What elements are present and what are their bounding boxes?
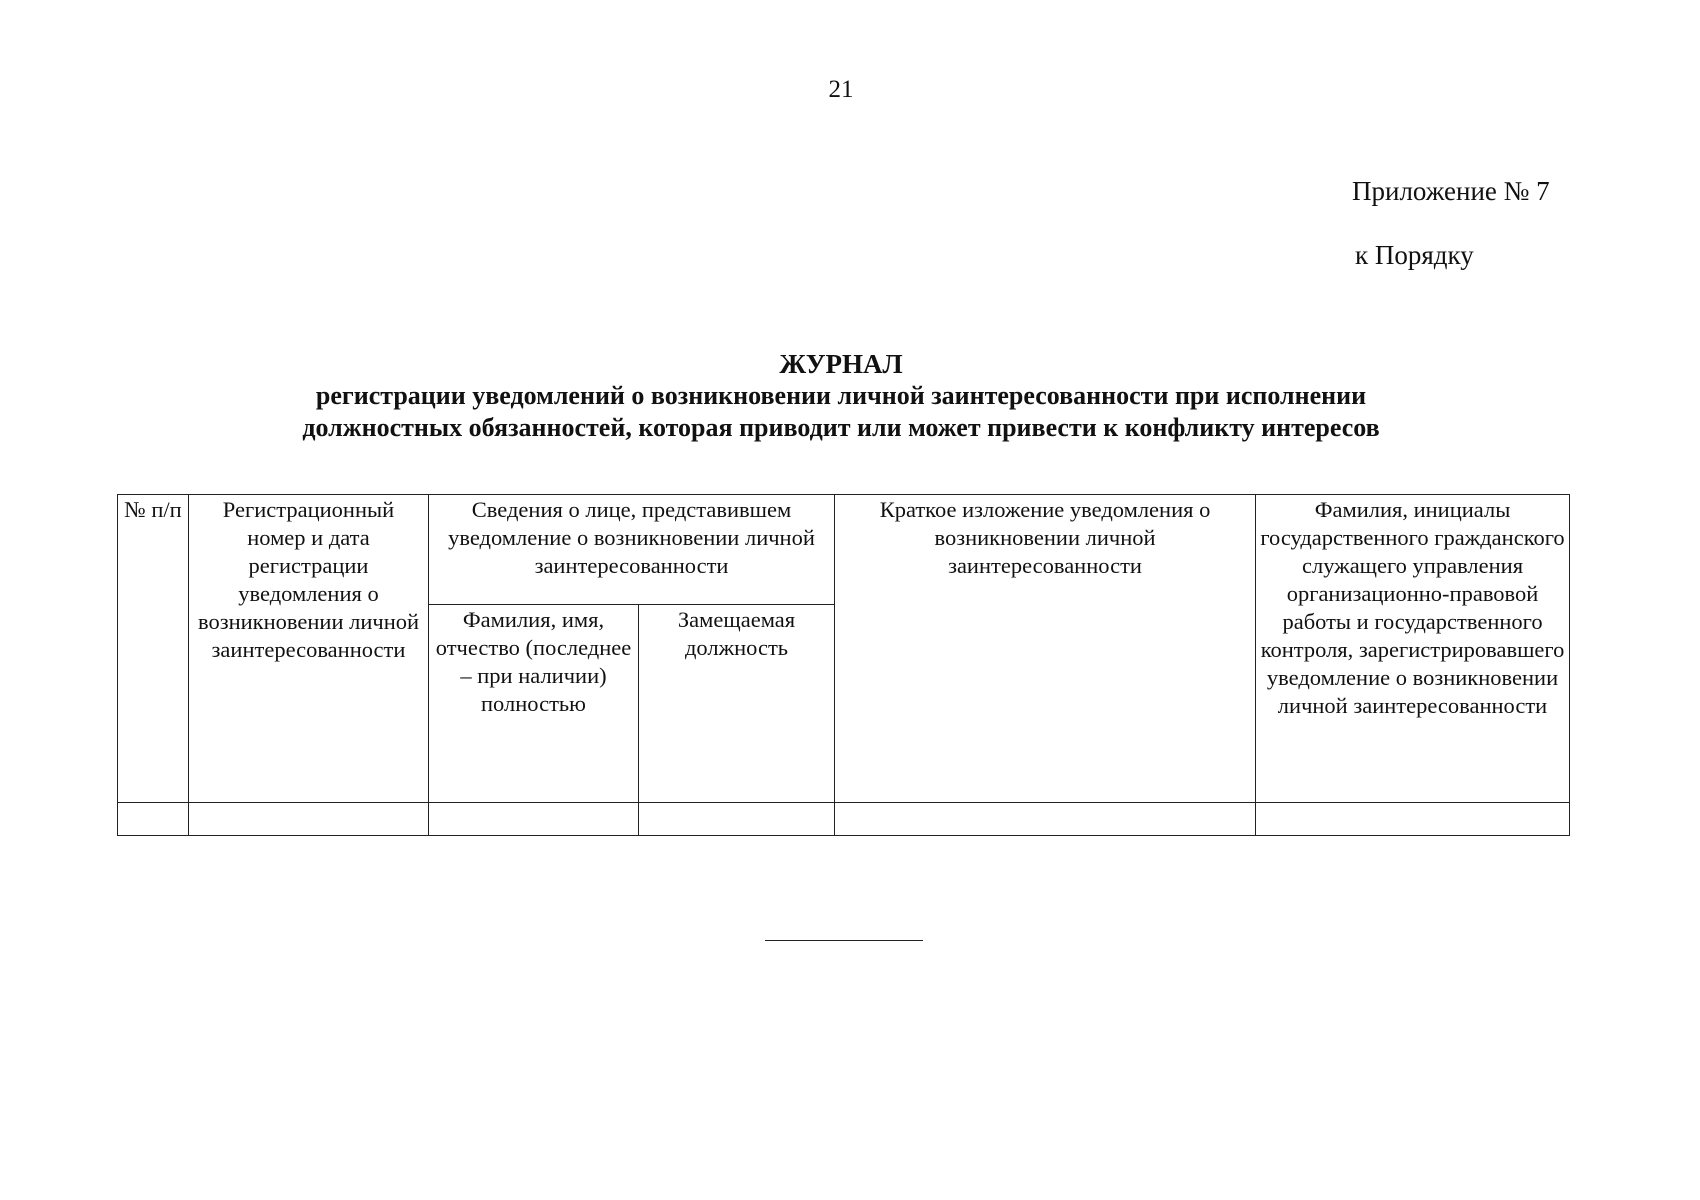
title-line-2: регистрации уведомлений о возникновении личной заинтересованности при исполнении [315, 381, 1367, 410]
table-row [118, 803, 1570, 836]
header-summary: Краткое изложение уведомления о возникновении личной заинтересованности [835, 495, 1256, 803]
page-number: 21 [828, 76, 854, 103]
appendix-reference: к Порядку [1355, 240, 1474, 270]
header-person-info: Сведения о лице, представившем уведомление о возникновении личной заинтересованности [429, 495, 835, 605]
appendix-note [1352, 178, 1550, 269]
table-cell [118, 803, 189, 836]
table-cell [189, 803, 429, 836]
header-person-position: Замещаемая должность [639, 605, 835, 803]
table-cell [429, 803, 639, 836]
header-registrar: Фамилия, инициалы государственного гражданского служащего управления организационно-правовой работы и государственного контроля, зарегистрировавшего уведомление о возникновении личной заинтересованности [1256, 495, 1570, 803]
table-header-row [118, 495, 1570, 605]
document-title [0, 348, 1682, 444]
table-cell [835, 803, 1256, 836]
end-divider [765, 940, 923, 941]
table-cell [639, 803, 835, 836]
header-registration: Регистрационный номер и дата регистрации уведомления о возникновении личной заинтересованности [189, 495, 429, 803]
table-cell [1256, 803, 1570, 836]
header-number: № п/п [118, 495, 189, 803]
title-line-3: должностных обязанностей, которая приводит или может привести к конфликту интересов [302, 413, 1380, 442]
title-heading: ЖУРНАЛ [779, 349, 903, 379]
header-person-name: Фамилия, имя, отчество (последнее – при наличии) полностью [429, 605, 639, 803]
registration-journal-table [117, 494, 1570, 836]
appendix-number: Приложение № 7 [1352, 176, 1550, 206]
